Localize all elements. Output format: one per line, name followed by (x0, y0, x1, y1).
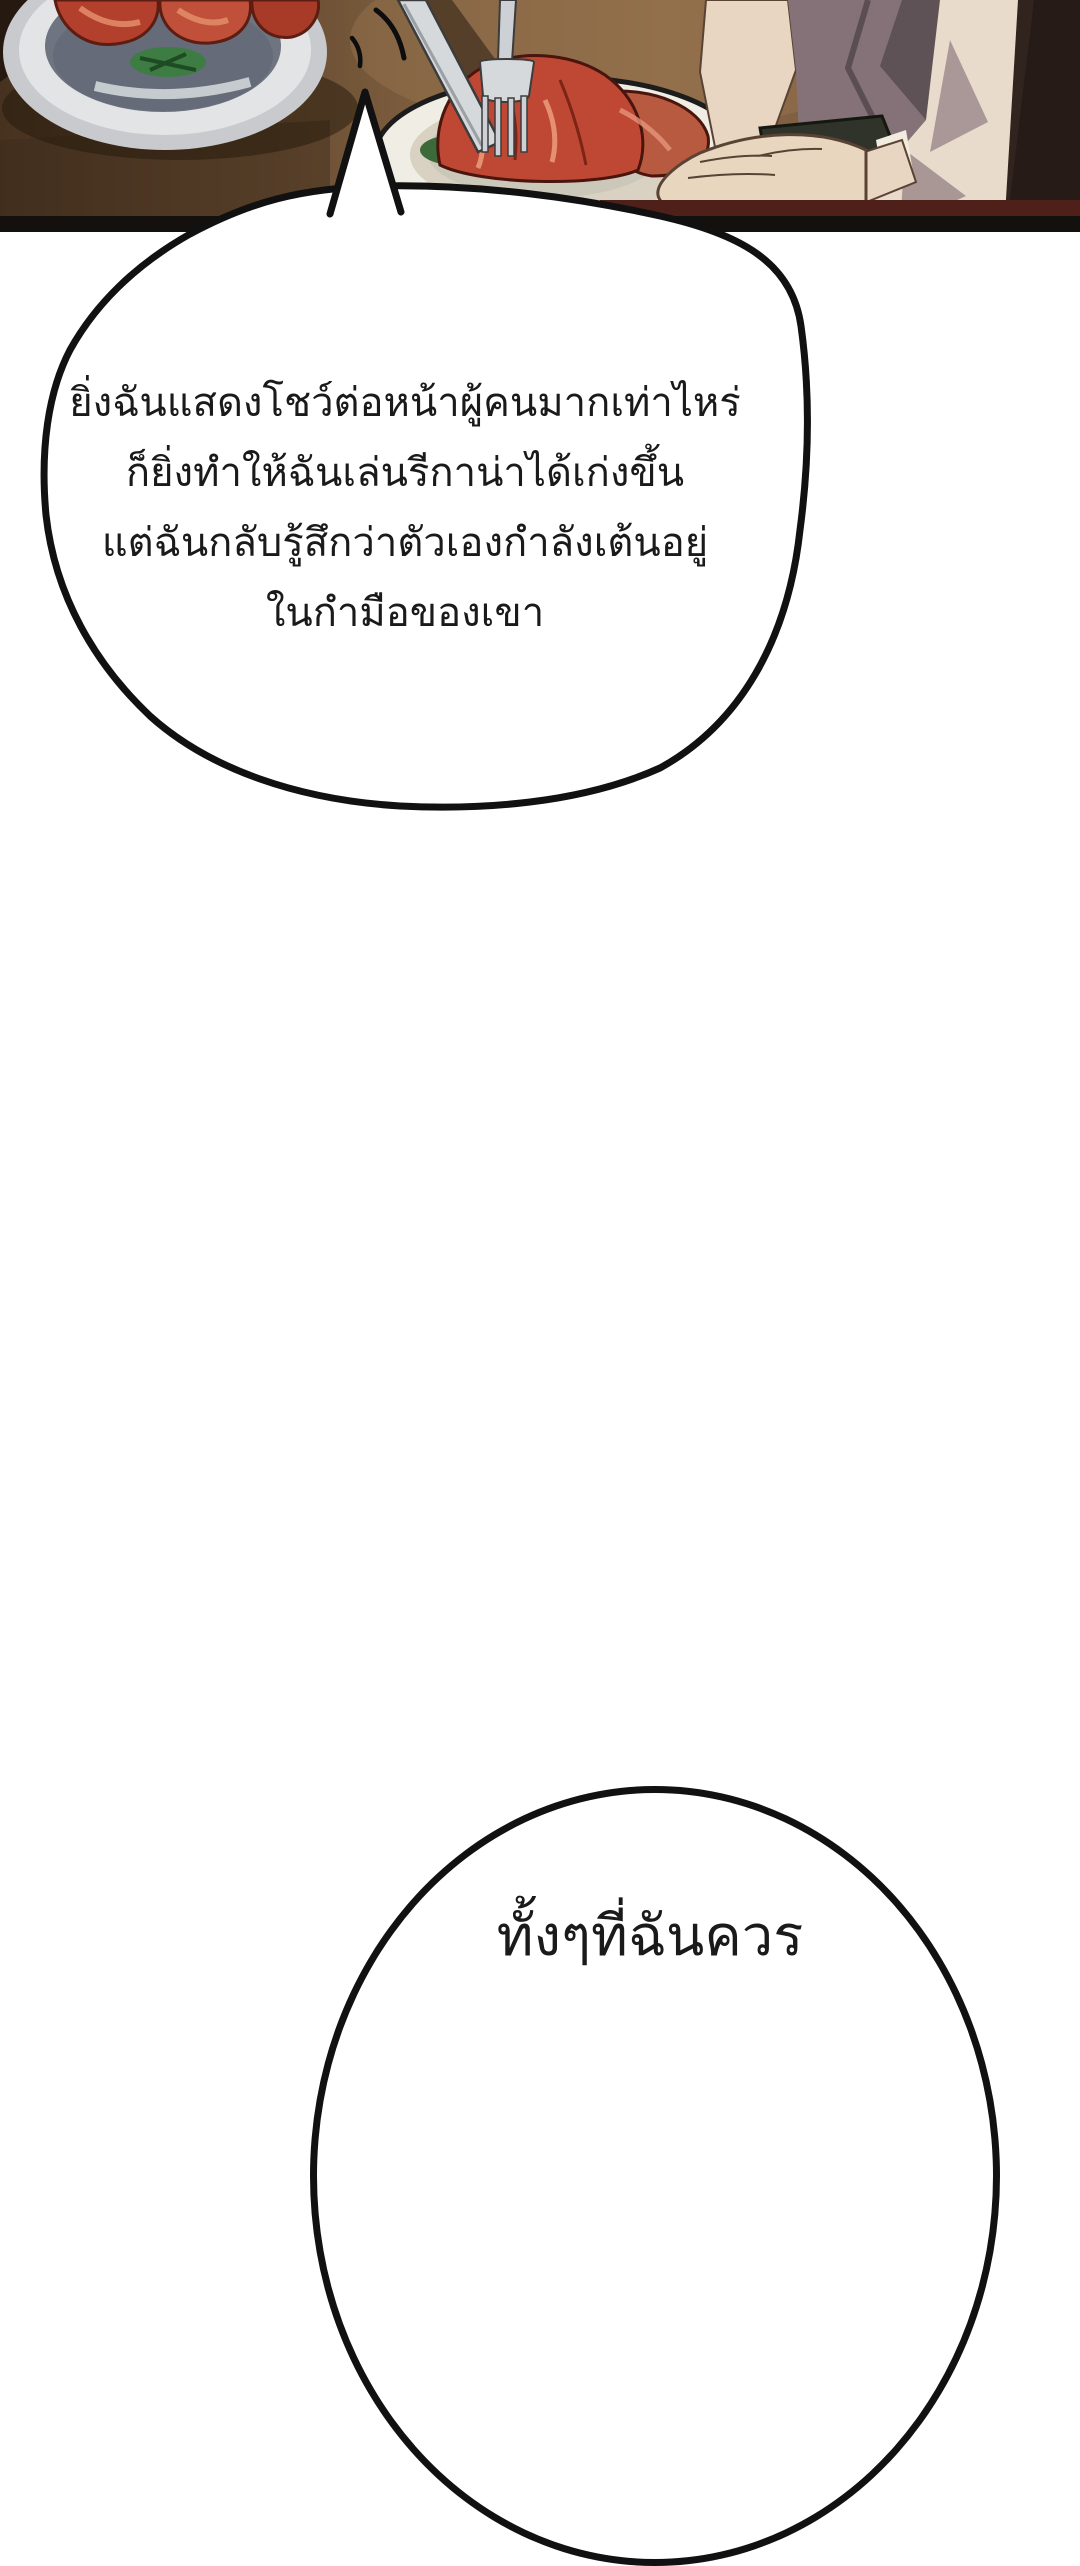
thought-text-line: ทั้งๆที่ฉันควร (496, 1904, 804, 1969)
speech-bubble-tail (330, 92, 401, 214)
thought-text-line: ก็ยิ่งทำให้ฉันเล่นรีกาน่าได้เก่งขึ้น (125, 450, 685, 496)
thought-text-line: ยิ่งฉันแสดงโชว์ต่อหน้าผู้คนมากเท่าไหร่ (69, 380, 741, 426)
thought-bubble-bottom-text (305, 1898, 995, 1976)
thought-bubble-main-text (60, 368, 750, 648)
thought-text-line: แต่ฉันกลับรู้สึกว่าตัวเองกำลังเต้นอยู่ (101, 520, 709, 566)
thought-text-line: ในกำมือของเขา (265, 590, 545, 636)
